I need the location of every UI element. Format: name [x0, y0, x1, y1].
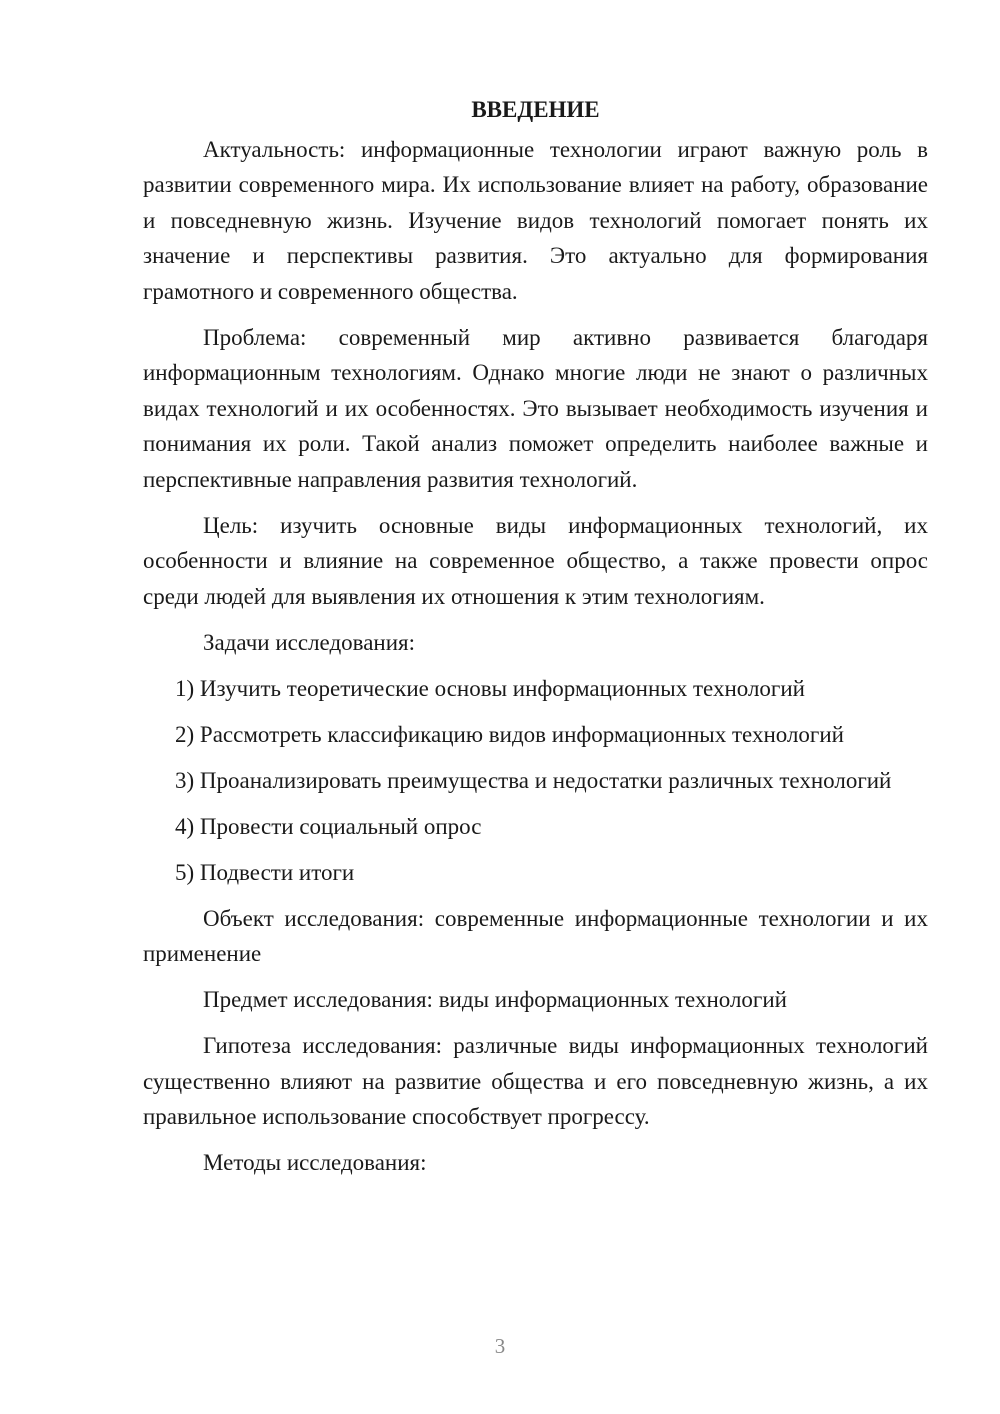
- page-number: 3: [494, 1334, 506, 1358]
- task-item-5: 5) Подвести итоги: [175, 859, 355, 885]
- subject-paragraph: Предмет исследования: виды информационных технологий: [203, 987, 787, 1012]
- task-item-3: 3) Проанализировать преимущества и недостатки различных технологий: [175, 767, 892, 793]
- goal-paragraph: Цель: изучить основные виды информационных технологий, их особенности и влияние на современное общество, а также провести опрос среди людей для выявления их отношения к этим технологиям.: [143, 512, 928, 609]
- problem-paragraph: Проблема: современный мир активно развивается благодаря информационным технологиям. Однако многие люди не знают о различных видах технологий и их особенностях. Это вызывает необходимость изучения и понимания их роли. Такой анализ поможет определить наиболее важные и перспективные направления развития технологий.: [143, 324, 928, 492]
- task-item-1: 1) Изучить теоретические основы информационных технологий: [175, 675, 805, 701]
- methods-heading: Методы исследования:: [203, 1150, 427, 1175]
- object-paragraph: Объект исследования: современные информационные технологии и их применение: [143, 905, 928, 966]
- hypothesis-paragraph: Гипотеза исследования: различные виды информационных технологий существенно влияют на развитие общества и его повседневную жизнь, а их правильное использование способствует прогрессу.: [143, 1033, 928, 1129]
- task-item-4: 4) Провести социальный опрос: [175, 813, 482, 839]
- page-content: [143, 92, 928, 1191]
- relevance-paragraph: Актуальность: информационные технологии играют важную роль в развитии современного мира. Их использование влияет на работу, образование и повседневную жизнь. Изучение видов технологий помогает понять их значение и перспективы развития. Это актуально для формирования грамотного и современного общества.: [143, 136, 928, 304]
- section-title: ВВЕДЕНИЕ: [471, 97, 600, 122]
- task-item-2: 2) Рассмотреть классификацию видов информационных технологий: [175, 721, 844, 747]
- tasks-heading: Задачи исследования:: [203, 629, 416, 655]
